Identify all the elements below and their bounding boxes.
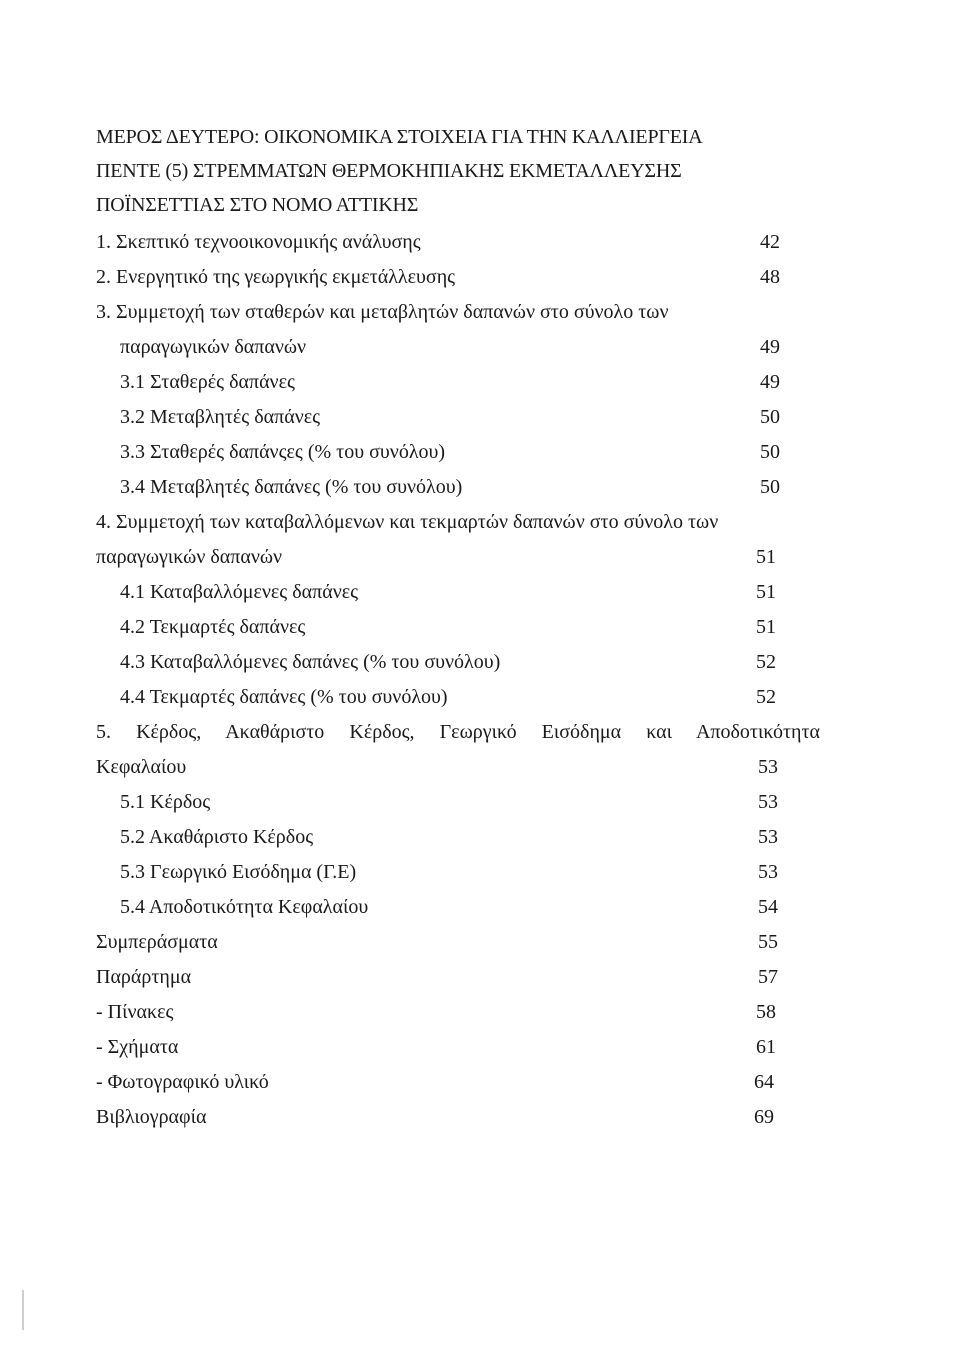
toc-entry — [120, 647, 800, 677]
toc-entry — [96, 962, 796, 992]
toc-entry — [120, 682, 800, 712]
toc-entry-label: - Φωτογραφικό υλικό — [96, 1071, 269, 1093]
toc-entry-page: 50 — [760, 476, 780, 498]
toc-entry-label: 5.1 Κέρδος — [120, 791, 211, 813]
toc-entry-label: 3. Συμμετοχή των σταθερών και μεταβλητών δαπανών στο σύνολο των — [96, 301, 669, 323]
toc-entry-label: 1. Σκεπτικό τεχνοοικονομικής ανάλυσης — [96, 231, 421, 253]
toc-entry-label: Παράρτημα — [96, 966, 192, 988]
toc-entry-label: 5. Κέρδος, Ακαθάριστο Κέρδος, Γεωργικό Εισόδημα και Αποδοτικότητα — [96, 721, 820, 743]
toc-entry — [96, 542, 796, 572]
toc-entry — [120, 332, 800, 362]
toc-entry-label: 4.4 Τεκμαρτές δαπάνες (% του συνόλου) — [120, 686, 448, 708]
toc-entry-label: 3.2 Μεταβλητές δαπάνες — [120, 406, 321, 428]
toc-entry-label: παραγωγικών δαπανών — [96, 546, 283, 568]
toc-entry-page: 51 — [756, 581, 776, 603]
heading-line-2: ΠΕΝΤΕ (5) ΣΤΡΕΜΜΑΤΩΝ ΘΕΡΜΟΚΗΠΙΑΚΗΣ ΕΚΜΕΤΑΛΛΕΥΣΗΣ — [96, 160, 682, 182]
toc-entry-label: 3.1 Σταθερές δαπάνες — [120, 371, 295, 393]
toc-entry-label: παραγωγικών δαπανών — [120, 336, 307, 358]
heading-line-1: ΜΕΡΟΣ ΔΕΥΤΕΡΟ: ΟΙΚΟΝΟΜΙΚΑ ΣΤΟΙΧΕΙΑ ΓΙΑ ΤΗΝ ΚΑΛΛΙΕΡΓΕΙΑ — [96, 126, 703, 148]
toc-entry — [96, 1067, 796, 1097]
toc-entry-page: 52 — [756, 686, 776, 708]
toc-entry-page: 42 — [760, 231, 780, 253]
toc-entry-page: 50 — [760, 406, 780, 428]
toc-entry-page: 48 — [760, 266, 780, 288]
toc-entry-page: 50 — [760, 441, 780, 463]
toc-entry-page: 69 — [754, 1106, 774, 1128]
toc-entry — [120, 822, 800, 852]
toc-entry — [96, 262, 796, 292]
toc-entry-label: 4. Συμμετοχή των καταβαλλόμενων και τεκμαρτών δαπανών στο σύνολο των — [96, 511, 719, 533]
toc-entry — [120, 437, 800, 467]
toc-entry — [120, 367, 800, 397]
toc-entry-page: 57 — [758, 966, 778, 988]
toc-entry-label: Βιβλιογραφία — [96, 1106, 207, 1128]
toc-entry-label: - Πίνακες — [96, 1001, 174, 1023]
scan-edge-mark — [22, 1290, 24, 1330]
toc-entry-label: 4.3 Καταβαλλόμενες δαπάνες (% του συνόλου) — [120, 651, 501, 673]
toc-entry-page: 53 — [758, 791, 778, 813]
toc-entry-label: 5.4 Αποδοτικότητα Κεφαλαίου — [120, 896, 369, 918]
toc-entry-page: 61 — [756, 1036, 776, 1058]
toc-entry-label: 4.2 Τεκμαρτές δαπάνες — [120, 616, 306, 638]
toc-entry — [120, 787, 800, 817]
section-heading — [96, 120, 836, 222]
toc-entry-page: 49 — [760, 371, 780, 393]
toc-entry — [96, 752, 796, 782]
toc-entry — [96, 1032, 796, 1062]
heading-line-3: ΠΟΪΝΣΕΤΤΙΑΣ ΣΤΟ ΝΟΜΟ ΑΤΤΙΚΗΣ — [96, 194, 419, 216]
toc-entry — [120, 892, 800, 922]
toc-entry-label: Συμπεράσματα — [96, 931, 218, 953]
toc-entry-page: 53 — [758, 861, 778, 883]
toc-entry-label: 2. Ενεργητικό της γεωργικής εκμετάλλευσης — [96, 266, 456, 288]
toc-entry-page: 54 — [758, 896, 778, 918]
toc-entry-label: 5.3 Γεωργικό Εισόδημα (Γ.Ε) — [120, 861, 357, 883]
toc-entry — [96, 1102, 796, 1132]
toc-entry-page: 51 — [756, 546, 776, 568]
toc-entry-page: 53 — [758, 756, 778, 778]
toc-entry-page: 49 — [760, 336, 780, 358]
toc-entry-page: 51 — [756, 616, 776, 638]
toc-entry — [96, 297, 796, 327]
toc-entry — [96, 927, 796, 957]
toc-entry-label: 4.1 Καταβαλλόμενες δαπάνες — [120, 581, 359, 603]
toc-entry-page: 52 — [756, 651, 776, 673]
toc-entry — [96, 227, 796, 257]
toc-entry — [120, 857, 800, 887]
toc-entry — [96, 507, 816, 537]
toc-entry-label: 3.3 Σταθερές δαπάνςες (% του συνόλου) — [120, 441, 446, 463]
toc-entry-page: 64 — [754, 1071, 774, 1093]
toc-entry-page: 53 — [758, 826, 778, 848]
toc-entry — [120, 402, 800, 432]
toc-entry-page: 58 — [756, 1001, 776, 1023]
toc-entry — [120, 577, 800, 607]
toc-entry-label: 3.4 Μεταβλητές δαπάνες (% του συνόλου) — [120, 476, 463, 498]
toc-entry — [120, 472, 800, 502]
toc-entry — [96, 997, 796, 1027]
toc-entry — [120, 612, 800, 642]
toc-entry-page: 55 — [758, 931, 778, 953]
toc-entry — [96, 717, 820, 747]
toc-entry-label: - Σχήματα — [96, 1036, 179, 1058]
toc-entry-label: 5.2 Ακαθάριστο Κέρδος — [120, 826, 314, 848]
toc-entry-label: Κεφαλαίου — [96, 756, 187, 778]
